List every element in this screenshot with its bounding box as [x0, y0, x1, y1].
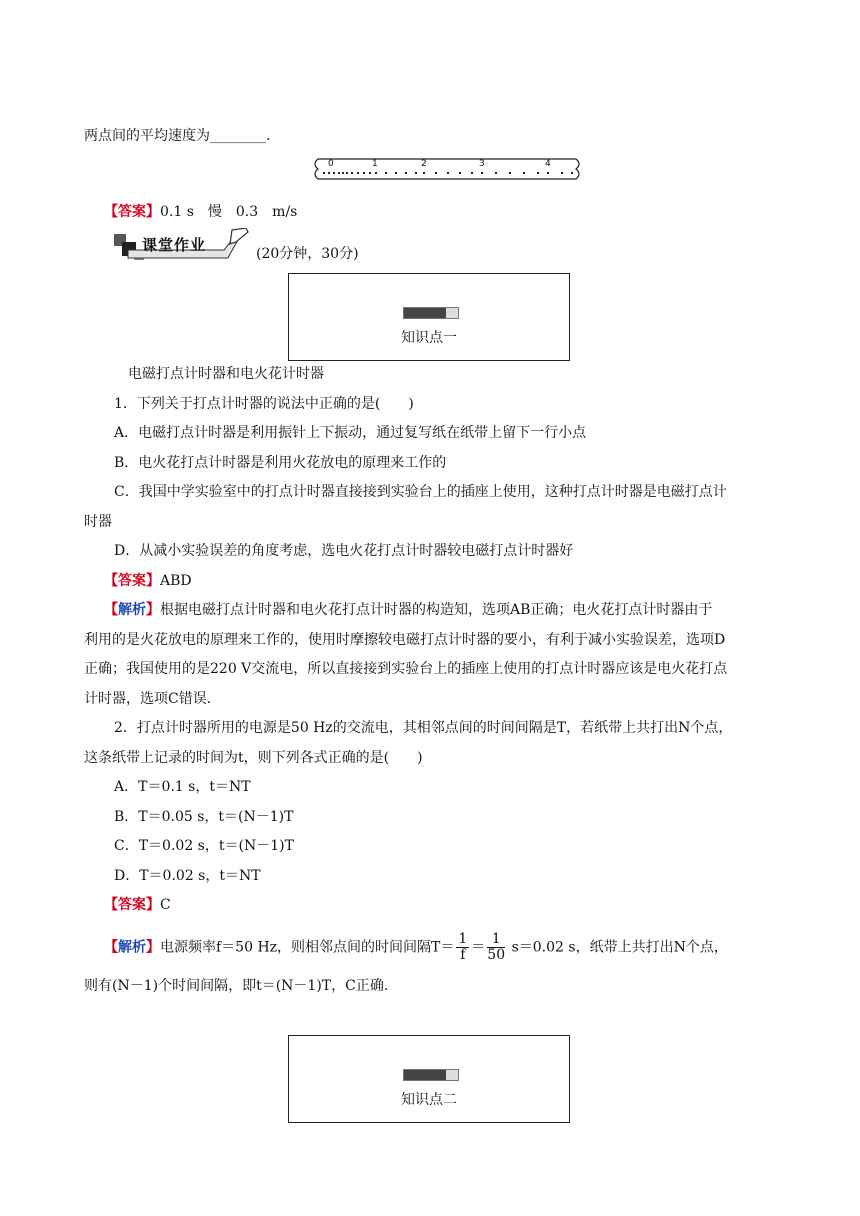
question-2-option-a: A．T＝0.1 s，t＝NT — [114, 779, 251, 795]
knowledge-point-box — [288, 273, 570, 361]
question-2-analysis-line: 则有(N－1)个时间间隔，即t＝(N－1)T，C正确. — [84, 978, 389, 994]
tape-label-1: 1 — [372, 159, 378, 169]
question-1-option-c: C．我国中学实验室中的打点计时器直接接到实验台上的插座上使用，这种打点计时器是电磁打点计 — [114, 484, 727, 500]
question-1-answer — [104, 571, 192, 591]
fraction-1-over-50: $\frac{1}{50}$ — [487, 931, 506, 963]
equals-sign: ＝ — [471, 939, 486, 956]
question-2-answer — [104, 895, 171, 915]
knowledge-subtitle: 电磁打点计时器和电火花计时器 — [128, 366, 324, 382]
tape-label-4: 4 — [545, 159, 551, 169]
answer-tag: 【答案】 — [104, 573, 160, 589]
section-title: 课堂作业 — [142, 236, 207, 254]
tape-label-3: 3 — [479, 159, 485, 169]
question-2-option-b: B．T＝0.05 s，t＝(N－1)T — [114, 809, 294, 825]
answer-line — [104, 202, 297, 222]
question-1-option-a: A．电磁打点计时器是利用振针上下振动，通过复写纸在纸带上留下一行小点 — [114, 425, 587, 441]
question-1-option-b: B．电火花打点计时器是利用火花放电的原理来工作的 — [114, 455, 447, 471]
knowledge-point-box — [288, 1035, 570, 1123]
question-1-analysis-line: 正确；我国使用的是220 V交流电，所以直接接到实验台上的插座上使用的打点计时器应该是电火花打点 — [84, 661, 728, 677]
analysis-text: s＝0.02 s，纸带上共打出N个点， — [507, 939, 728, 956]
knowledge-bar-icon — [403, 1069, 459, 1081]
question-1-analysis-line: 利用的是火花放电的原理来工作的，使用时摩擦较电磁打点计时器的要小，有利于减小实验误差，选项D — [84, 632, 726, 648]
answer-tag: 【答案】 — [104, 204, 160, 220]
question-1-option-c-cont: 时器 — [84, 514, 112, 530]
tape-label-2: 2 — [421, 159, 427, 169]
answer-text: C — [160, 897, 171, 913]
question-1-option-d: D．从减小实验误差的角度考虑，选电火花打点计时器较电磁打点计时器好 — [114, 543, 574, 559]
knowledge-bar-icon — [403, 307, 459, 319]
text-line: 两点间的平均速度为________. — [84, 128, 271, 144]
question-1-analysis-line: 计时器，选项C错误. — [84, 691, 212, 707]
knowledge-point-label: 知识点二 — [401, 1092, 457, 1108]
section-time: (20分钟，30分) — [256, 246, 359, 262]
fraction-1-over-f: $\frac{1}{f}$ — [458, 931, 468, 963]
analysis-text: 电源频率f＝50 Hz，则相邻点间的时间间隔T＝ — [160, 939, 455, 956]
question-2-analysis — [104, 932, 728, 963]
analysis-tag: 【解析】 — [104, 602, 160, 618]
analysis-text: 根据电磁打点计时器和电火花打点计时器的构造知，选项AB正确；电火花打点计时器由于 — [160, 602, 713, 618]
answer-text: ABD — [160, 573, 192, 589]
answer-text: 0.1 s 慢 0.3 m/s — [160, 204, 298, 220]
question-2-stem: 2．打点计时器所用的电源是50 Hz的交流电，其相邻点间的时间间隔是T，若纸带上共打出N个点， — [114, 720, 733, 736]
question-2-stem-cont: 这条纸带上记录的时间为t，则下列各式正确的是( ) — [84, 750, 423, 766]
paper-tape-figure — [312, 156, 582, 182]
knowledge-point-label: 知识点一 — [401, 330, 457, 346]
answer-tag: 【答案】 — [104, 897, 160, 913]
question-2-option-c: C．T＝0.02 s，t＝(N－1)T — [114, 838, 294, 854]
question-2-option-d: D．T＝0.02 s，t＝NT — [114, 868, 261, 884]
tape-label-0: 0 — [328, 159, 334, 169]
analysis-tag: 【解析】 — [104, 939, 160, 956]
paper-tape-outline — [312, 156, 582, 182]
question-1-analysis — [104, 600, 712, 620]
question-1-stem: 1．下列关于打点计时器的说法中正确的是( ) — [114, 396, 414, 412]
